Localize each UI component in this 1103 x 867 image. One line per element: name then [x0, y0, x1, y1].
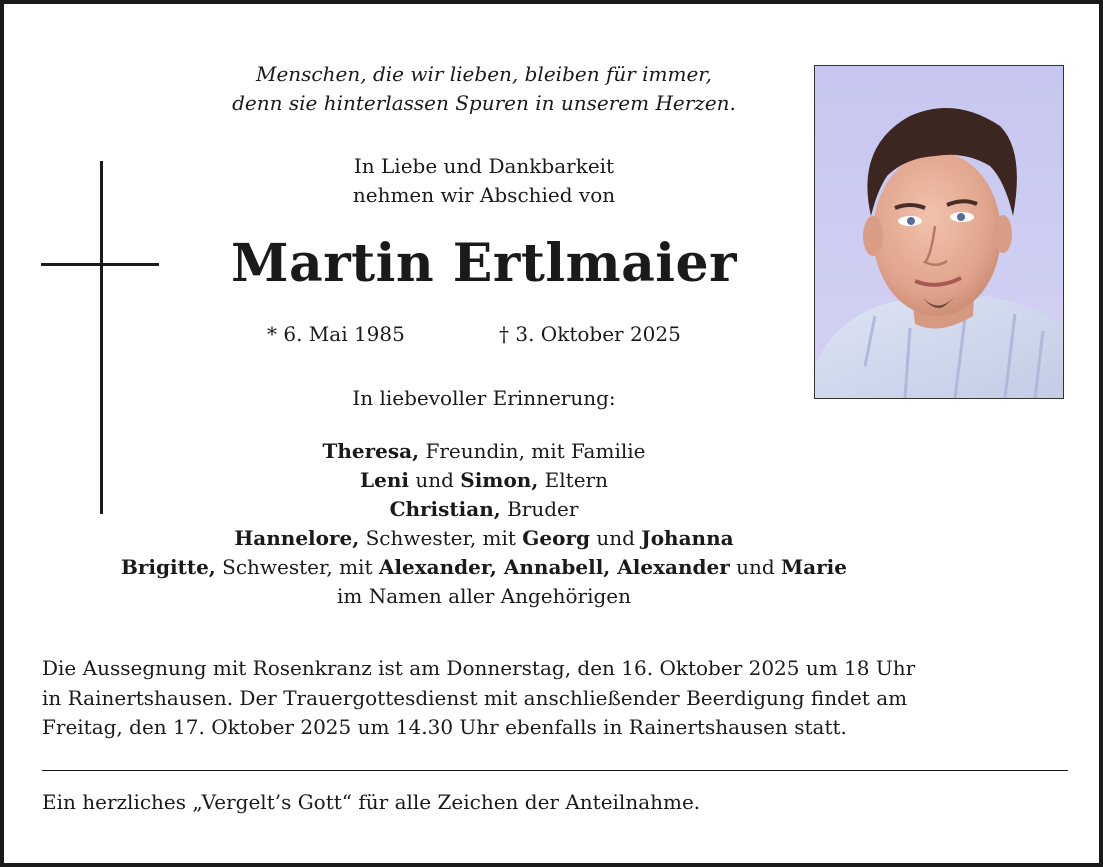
- deceased-name: Martin Ertlmaier: [230, 233, 738, 294]
- service-info: [42, 654, 1072, 743]
- mourner-text: Eltern: [538, 468, 608, 492]
- mourner-line: [24, 466, 944, 495]
- mourner-text: Bruder: [500, 497, 579, 521]
- mourner-name: Brigitte,: [120, 555, 216, 579]
- motto: [184, 60, 784, 118]
- service-line: in Rainertshausen. Der Trauergottesdienst mit anschließender Beerdigung findet am: [42, 685, 908, 710]
- mourner-name: Hannelore,: [234, 526, 360, 550]
- mourner-text: Schwester, mit: [215, 555, 379, 579]
- mourner-name: Theresa,: [322, 439, 420, 463]
- death-date: † 3. Oktober 2025: [499, 322, 681, 346]
- mourner-line: [24, 437, 944, 466]
- mourner-text: Freundin, mit Familie: [419, 439, 646, 463]
- birth-date: * 6. Mai 1985: [267, 322, 405, 346]
- mourner-name: Simon,: [460, 468, 539, 492]
- mourner-line: [24, 553, 944, 582]
- mourner-name: Georg: [522, 526, 590, 550]
- intro-line: nehmen wir Abschied von: [352, 183, 616, 207]
- cross-horizontal-bar: [41, 263, 159, 266]
- portrait-image: [815, 66, 1063, 398]
- memory-line: In liebevoller Erinnerung:: [352, 386, 616, 410]
- mourner-line: [24, 495, 944, 524]
- mourner-name: Marie: [781, 555, 847, 579]
- service-line: Die Aussegnung mit Rosenkranz ist am Donnerstag, den 16. Oktober 2025 um 18 Uhr: [42, 656, 916, 680]
- mourner-text: und: [729, 555, 782, 579]
- mourner-text: Schwester, mit: [359, 526, 523, 550]
- mourner-line: [24, 524, 944, 553]
- mourner-name: Alexander, Annabell, Alexander: [378, 555, 730, 579]
- mourner-text: und: [408, 468, 461, 492]
- intro-line: In Liebe und Dankbarkeit: [353, 154, 615, 178]
- motto-line: denn sie hinterlassen Spuren in unserem Herzen.: [232, 91, 736, 115]
- motto-line: Menschen, die wir lieben, bleiben für immer,: [255, 62, 713, 86]
- mourners-list: [24, 437, 944, 611]
- thanks-line: Ein herzliches „Vergelt’s Gott“ für alle Zeichen der Anteilnahme.: [42, 790, 701, 814]
- service-line: Freitag, den 17. Oktober 2025 um 14.30 Uhr ebenfalls in Rainertshausen statt.: [42, 715, 847, 739]
- mourner-name: Christian,: [389, 497, 501, 521]
- mourner-name: Johanna: [641, 526, 734, 550]
- mourner-text: im Namen aller Angehörigen: [336, 584, 631, 608]
- mourner-name: Leni: [360, 468, 409, 492]
- portrait-photo: [814, 65, 1064, 399]
- mourner-line: [24, 582, 944, 611]
- intro: [184, 152, 784, 210]
- mourner-text: und: [589, 526, 642, 550]
- divider: [42, 770, 1068, 771]
- cross-vertical-bar: [100, 161, 103, 514]
